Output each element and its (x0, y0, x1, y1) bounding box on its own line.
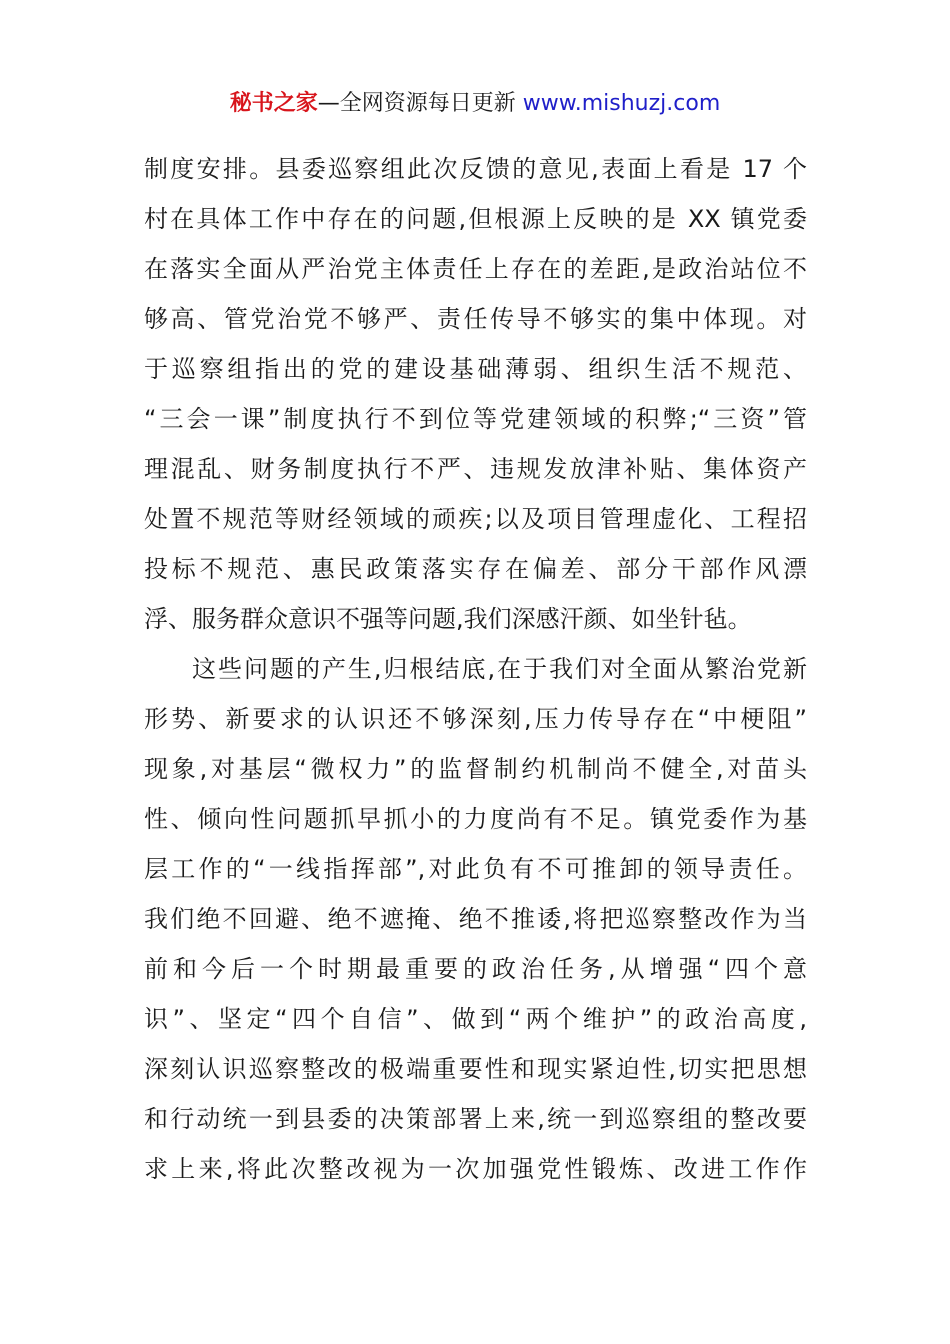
text-line: 层工作的“一线指挥部”,对此负有不可推卸的领导责任。 (144, 855, 807, 883)
site-brand: 秘书之家 (229, 91, 318, 116)
text-line: 前和今后一个时期最重要的政治任务,从增强“四个意 (144, 955, 807, 983)
text-line: 浮、服务群众意识不强等问题,我们深感汗颜、如坐针毡。 (144, 605, 752, 633)
text-line: 投标不规范、惠民政策落实存在偏差、部分干部作风漂 (144, 555, 807, 583)
text-line: 村在具体工作中存在的问题,但根源上反映的是 XX 镇党委 (144, 205, 807, 233)
text-line: 够高、管党治党不够严、责任传导不够实的集中体现。对 (144, 305, 807, 333)
site-tagline: —全网资源每日更新 (317, 91, 523, 116)
text-line: 识”、坚定“四个自信”、做到“两个维护”的政治高度, (144, 1005, 807, 1033)
text-line: 制度安排。县委巡察组此次反馈的意见,表面上看是 17 个 (144, 155, 807, 183)
paragraph-start-line: 这些问题的产生,归根结底,在于我们对全面从繁治党新 (192, 655, 807, 683)
text-line: 和行动统一到县委的决策部署上来,统一到巡察组的整改要 (144, 1105, 807, 1133)
site-url-link[interactable]: www.mishuzj.com (522, 91, 721, 116)
text-line: 在落实全面从严治党主体责任上存在的差距,是政治站位不 (144, 255, 807, 283)
text-line: 求上来,将此次整改视为一次加强党性锻炼、改进工作作 (144, 1155, 807, 1183)
text-line: 于巡察组指出的党的建设基础薄弱、组织生活不规范、 (144, 355, 807, 383)
text-line: 我们绝不回避、绝不遮掩、绝不推诿,将把巡察整改作为当 (144, 905, 807, 933)
text-line: 性、倾向性问题抓早抓小的力度尚有不足。镇党委作为基 (144, 805, 807, 833)
text-line: 形势、新要求的认识还不够深刻,压力传导存在“中梗阻” (144, 705, 807, 733)
text-line: 理混乱、财务制度执行不严、违规发放津补贴、集体资产 (144, 455, 807, 483)
text-line: 现象,对基层“微权力”的监督制约机制尚不健全,对苗头 (144, 755, 807, 783)
text-line: “三会一课”制度执行不到位等党建领域的积弊;“三资”管 (144, 405, 807, 433)
text-line: 处置不规范等财经领域的顽疾;以及项目管理虚化、工程招 (144, 505, 807, 533)
text-line: 深刻认识巡察整改的极端重要性和现实紧迫性,切实把思想 (144, 1055, 807, 1083)
site-header (0, 86, 950, 122)
document-body (144, 144, 807, 1194)
